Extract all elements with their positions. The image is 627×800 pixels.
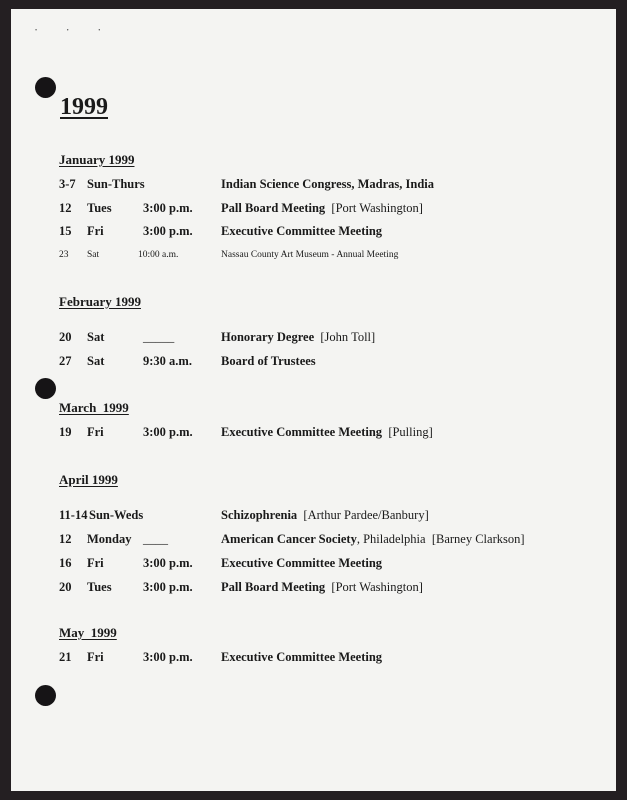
month-heading-march: March 1999 (59, 400, 129, 415)
event-day: Monday (87, 532, 132, 546)
event-time: 3:00 p.m. (143, 580, 193, 594)
event-time: 9:30 a.m. (143, 354, 192, 368)
event-row (0, 580, 627, 598)
event-date: 15 (59, 224, 72, 238)
event-date: 23 (59, 250, 69, 260)
event-row (0, 354, 627, 372)
event-title: Executive Committee Meeting (221, 425, 383, 439)
punch-hole (35, 685, 56, 706)
event-time-blank: _____ (143, 330, 175, 344)
event-day: Fri (87, 650, 104, 664)
event-title-with-note (221, 330, 375, 345)
event-row (0, 177, 627, 195)
event-title-with-note (221, 580, 423, 595)
event-title-with-note (221, 532, 525, 547)
event-title: Indian Science Congress, Madras, India (221, 177, 434, 191)
event-title: Executive Committee Meeting (221, 224, 383, 238)
event-row (0, 250, 627, 268)
event-title: Executive Committee Meeting (221, 556, 383, 570)
event-title: Schizophrenia (221, 508, 298, 522)
event-time: 3:00 p.m. (143, 201, 193, 215)
event-day: Tues (87, 580, 112, 594)
event-date: 12 (59, 201, 72, 215)
event-day: Fri (87, 224, 104, 238)
event-note: [Arthur Pardee/Banbury] (303, 508, 429, 522)
event-title: Honorary Degree (221, 330, 315, 344)
event-time: 3:00 p.m. (143, 224, 193, 238)
event-row (0, 330, 627, 348)
event-day: Sat (87, 330, 105, 344)
event-title: Pall Board Meeting (221, 580, 326, 594)
page-title-year: 1999 (60, 94, 108, 120)
event-date: 16 (59, 556, 72, 570)
event-row (0, 224, 627, 242)
event-title-with-note (221, 508, 429, 523)
event-day: Sun-Weds (89, 508, 144, 522)
event-title-with-note (221, 201, 423, 216)
month-heading-may: May 1999 (59, 625, 117, 640)
event-note: [Pulling] (388, 425, 433, 439)
event-date: 21 (59, 650, 72, 664)
event-time: 3:00 p.m. (143, 425, 193, 439)
event-time-blank: ____ (143, 532, 168, 546)
event-day: Sat (87, 354, 105, 368)
event-row (0, 201, 627, 219)
punch-hole (35, 378, 56, 399)
event-row (0, 650, 627, 668)
month-heading-april: April 1999 (59, 472, 118, 487)
event-note: , Philadelphia [Barney Clarkson] (356, 532, 525, 546)
event-title: American Cancer Society (221, 532, 357, 546)
event-day: Tues (87, 201, 112, 215)
event-date: 12 (59, 532, 72, 546)
event-note: [John Toll] (320, 330, 376, 344)
event-date: 27 (59, 354, 72, 368)
event-title: Executive Committee Meeting (221, 650, 383, 664)
event-row (0, 425, 627, 443)
event-row (0, 556, 627, 574)
month-heading-february: February 1999 (59, 294, 141, 309)
event-day: Fri (87, 556, 104, 570)
event-day: Fri (87, 425, 104, 439)
event-date: 19 (59, 425, 72, 439)
event-time: 3:00 p.m. (143, 650, 193, 664)
event-time: 3:00 p.m. (143, 556, 193, 570)
event-title: Pall Board Meeting (221, 201, 326, 215)
event-note: [Port Washington] (331, 201, 423, 215)
event-title: Board of Trustees (221, 354, 316, 368)
event-date: 11-14 (59, 508, 88, 522)
punch-hole (35, 77, 56, 98)
page-specks: • • • (35, 28, 115, 34)
month-heading-january: January 1999 (59, 152, 135, 167)
event-day: Sat (87, 250, 100, 260)
event-time: 10:00 a.m. (138, 250, 179, 260)
event-date: 20 (59, 330, 72, 344)
event-note: [Port Washington] (331, 580, 423, 594)
event-date: 20 (59, 580, 72, 594)
event-row (0, 532, 627, 550)
event-date: 3-7 (59, 177, 76, 191)
event-title: Nassau County Art Museum - Annual Meeting (221, 250, 399, 260)
event-title-with-note (221, 425, 433, 440)
event-row (0, 508, 627, 526)
event-day: Sun-Thurs (87, 177, 145, 191)
